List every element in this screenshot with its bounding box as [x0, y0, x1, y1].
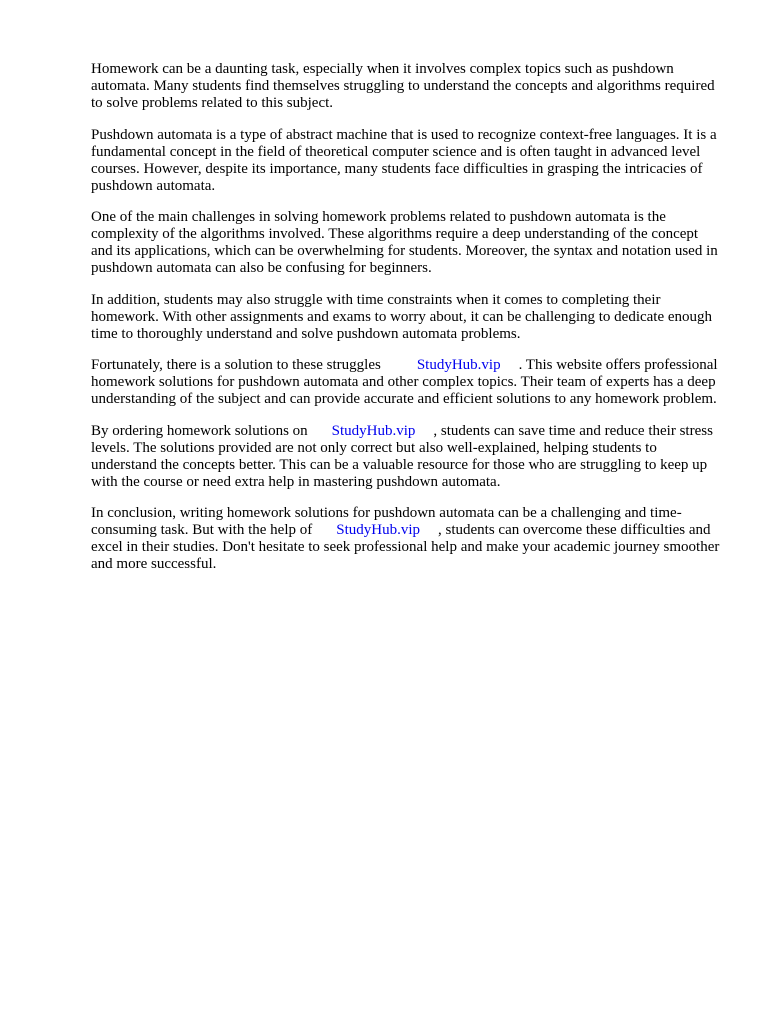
- paragraph-solution: [91, 357, 723, 408]
- studyhub-link[interactable]: StudyHub.vip: [416, 357, 501, 373]
- paragraph-ordering-text-after: , students can save time and reduce their stress levels. The solutions provided are not only correct but also well-explained, helping students to understand the concepts better. This can be a valuable resource for those who are struggling to keep up with the course or need extra help in mastering pushdown automata.: [91, 422, 713, 490]
- paragraph-ordering-text-before: By ordering homework solutions on: [91, 422, 308, 439]
- paragraph-solution-text-after: . This website offers professional homework solutions for pushdown automata and other complex topics. Their team of experts has a deep understanding of the subject and can provide accurate and efficient solutions to any homework problem.: [91, 357, 718, 407]
- studyhub-link[interactable]: StudyHub.vip: [336, 522, 420, 538]
- paragraph-conclusion-text-after: , students can overcome these difficulties and excel in their studies. Don't hesitate to seek professional help and make your academic journey smoother and more successful.: [91, 522, 720, 572]
- document-body: [91, 61, 723, 588]
- studyhub-link[interactable]: StudyHub.vip: [331, 422, 416, 439]
- paragraph-conclusion: [91, 505, 723, 573]
- paragraph-challenges: One of the main challenges in solving homework problems related to pushdown automata is the complexity of the algorithms involved. These algorithms require a deep understanding of the concept and its applications, which can be overwhelming for students. Moreover, the syntax and notation used in pushdown automata can also be confusing for beginners.: [91, 209, 718, 276]
- paragraph-ordering: [91, 423, 723, 491]
- paragraph-conclusion-text-before: In conclusion, writing homework solutions for pushdown automata can be a challenging and time-consuming task. But with the help of: [91, 505, 682, 538]
- paragraph-time-constraints: In addition, students may also struggle with time constraints when it comes to completing their homework. With other assignments and exams to worry about, it can be challenging to dedicate enough time to thoroughly understand and solve pushdown automata problems.: [91, 291, 713, 342]
- paragraph-intro: Homework can be a daunting task, especially when it involves complex topics such as pushdown automata. Many students find themselves struggling to understand the concepts and algorithms required to solve problems related to this subject.: [91, 61, 715, 111]
- paragraph-solution-text-before: Fortunately, there is a solution to these struggles: [91, 357, 381, 373]
- paragraph-definition: Pushdown automata is a type of abstract machine that is used to recognize context-free languages. It is a fundamental concept in the field of theoretical computer science and is often taught in advanced level courses. However, despite its importance, many students face difficulties in grasping the intricacies of pushdown automata.: [91, 126, 717, 194]
